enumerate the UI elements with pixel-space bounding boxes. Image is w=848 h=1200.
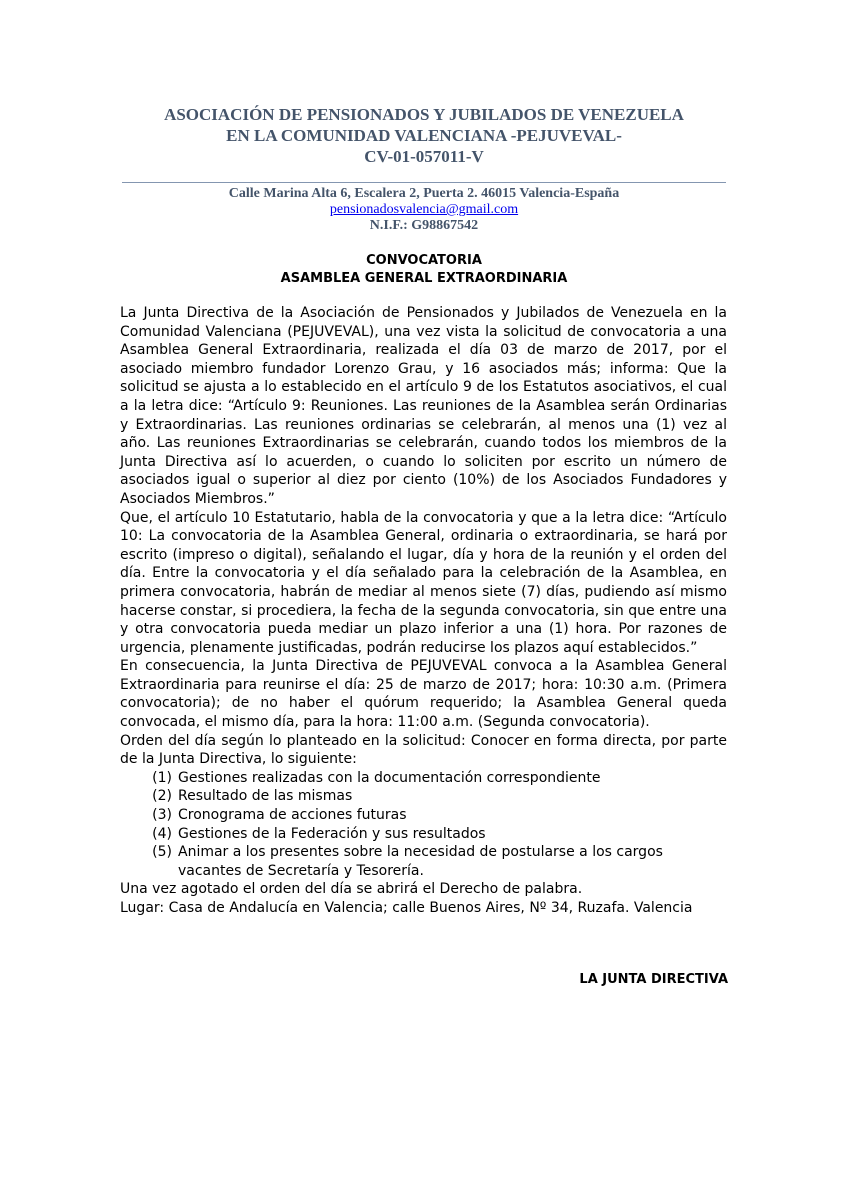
title-line1: CONVOCATORIA xyxy=(366,253,482,268)
agenda-list xyxy=(120,769,727,881)
email-link[interactable]: pensionadosvalencia@gmail.com xyxy=(329,202,519,217)
letterhead-divider xyxy=(122,182,726,183)
agenda-item xyxy=(120,843,727,880)
agenda-text: Gestiones realizadas con la documentación correspondiente xyxy=(178,769,601,786)
address: Calle Marina Alta 6, Escalera 2, Puerta 2. 46015 Valencia-España xyxy=(228,186,620,201)
signature: LA JUNTA DIRECTIVA xyxy=(579,972,728,987)
agenda-number: (4) xyxy=(152,825,172,842)
agenda-text: Cronograma de acciones futuras xyxy=(178,807,407,824)
agenda-text: Animar a los presentes sobre la necesidad de postularse a los cargos vacantes de Secretaría y Tesorería. xyxy=(178,844,663,879)
contact-block xyxy=(0,186,848,234)
agenda-text: Resultado de las mismas xyxy=(178,788,353,805)
paragraph: La Junta Directiva de la Asociación de Pensionados y Jubilados de Venezuela en la Comunidad Valenciana (PEJUVEVAL), una vez vista la solicitud de convocatoria a una Asamblea General Extraordinaria, realizada el día 03 de marzo de 2017, por el asociado miembro fundador Lorenzo Grau, y 16 asociados más; informa: Que la solicitud se ajusta a lo establecido en el artículo 9 de los Estatutos asociativos, el cual a la letra dice: “Artículo 9: Reuniones. Las reuniones de la Asamblea serán Ordinarias y Extraordinarias. Las reuniones ordinarias se celebrarán, al menos una (1) vez al año. Las reuniones Extraordinarias se celebrarán, cuando todos los miembros de la Junta Directiva así lo acuerden, o cuando lo soliciten por escrito un número de asociados igual o superior al diez por ciento (10%) de los Asociados Fundadores y Asociados Miembros.” xyxy=(120,305,727,507)
document-title xyxy=(0,252,848,288)
agenda-number: (3) xyxy=(152,807,172,824)
letterhead xyxy=(0,104,848,167)
agenda-text: Gestiones de la Federación y sus resultados xyxy=(178,825,486,842)
agenda-item xyxy=(120,787,727,806)
document-body xyxy=(120,304,727,918)
paragraph: Que, el artículo 10 Estatutario, habla de la convocatoria y que a la letra dice: “Artículo 10: La convocatoria de la Asamblea General, ordinaria o extraordinaria, se hará por escrito (impreso o digital), señalando el lugar, día y hora de la reunión y el orden del día. Entre la convocatoria y el día señalado para la celebración de la Asamblea, en primera convocatoria, habrán de mediar al menos siete (7) días, pudiendo así mismo hacerse constar, si procediera, la fecha de la segunda convocatoria, sin que entre una y otra convocatoria pueda mediar un plazo inferior a una (1) hora. Por razones de urgencia, plenamente justificadas, podrán reducirse los plazos aquí establecidos.” xyxy=(120,509,727,656)
agenda-item xyxy=(120,769,727,788)
org-name-line1: ASOCIACIÓN DE PENSIONADOS Y JUBILADOS DE VENEZUELA xyxy=(164,105,684,124)
agenda-number: (5) xyxy=(152,844,172,861)
closing-line: Una vez agotado el orden del día se abrirá el Derecho de palabra. xyxy=(120,881,583,898)
title-line2: ASAMBLEA GENERAL EXTRAORDINARIA xyxy=(280,271,568,286)
agenda-item xyxy=(120,825,727,844)
agenda-number: (1) xyxy=(152,769,172,786)
org-name-line2: EN LA COMUNIDAD VALENCIANA -PEJUVEVAL- xyxy=(226,126,622,145)
nif: N.I.F.: G98867542 xyxy=(369,218,479,233)
paragraph: Orden del día según lo planteado en la solicitud: Conocer en forma directa, por parte de la Junta Directiva, lo siguiente: xyxy=(120,732,727,768)
paragraph: En consecuencia, la Junta Directiva de PEJUVEVAL convoca a la Asamblea General Extraordinaria para reunirse el día: 25 de marzo de 2017; hora: 10:30 a.m. (Primera convocatoria); de no haber el quórum requerido; la Asamblea General queda convocada, el mismo día, para la hora: 11:00 a.m. (Segunda convocatoria). xyxy=(120,658,727,731)
agenda-item xyxy=(120,806,727,825)
venue-line: Lugar: Casa de Andalucía en Valencia; calle Buenos Aires, Nº 34, Ruzafa. Valencia xyxy=(120,900,693,916)
registry-number: CV-01-057011-V xyxy=(364,147,484,166)
agenda-number: (2) xyxy=(152,788,172,805)
